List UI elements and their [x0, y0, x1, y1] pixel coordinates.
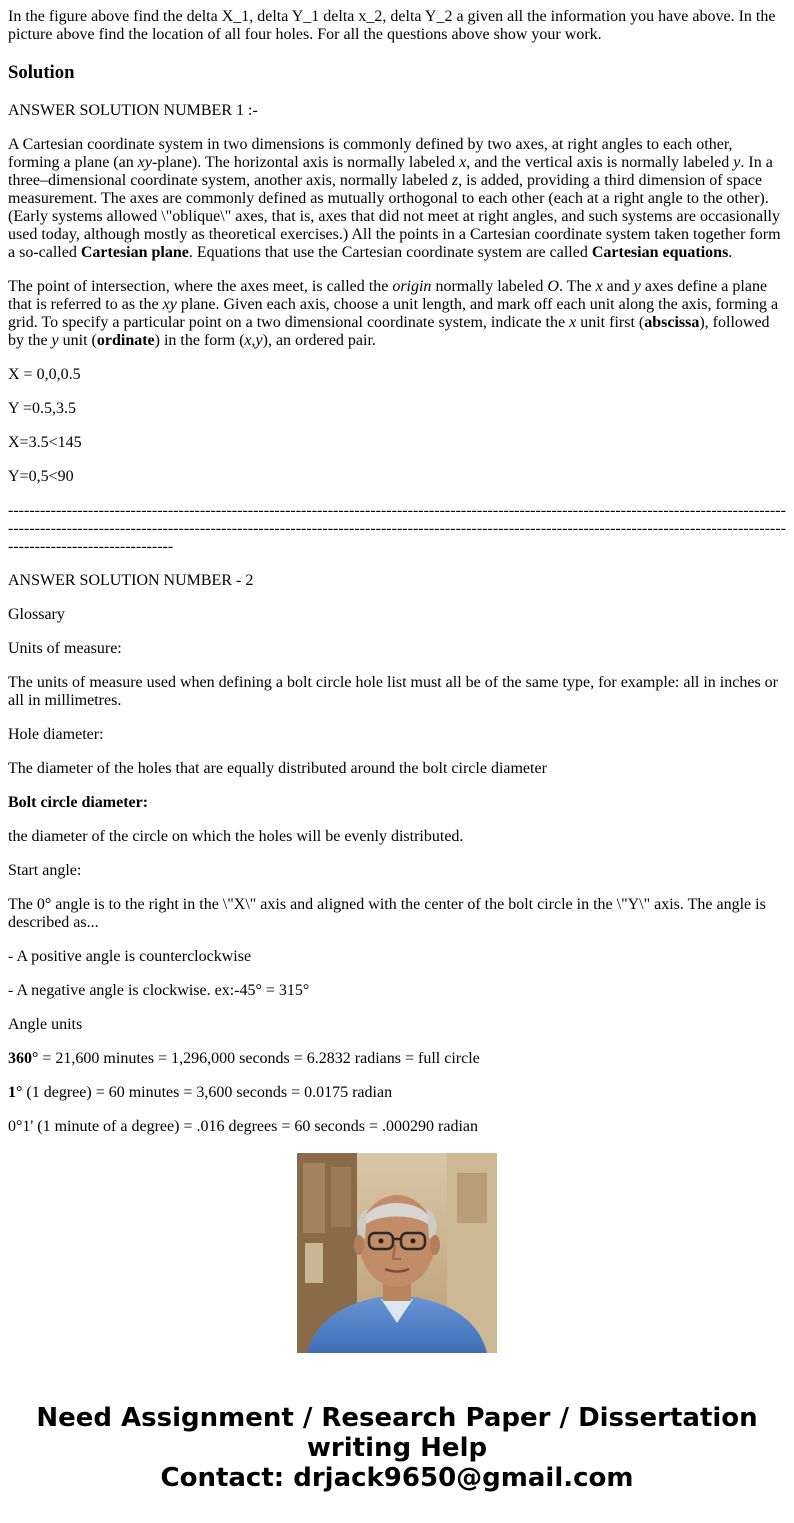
author-photo	[297, 1153, 497, 1353]
bolt-circle-label: Bolt circle diameter:	[8, 794, 149, 811]
full-circle-line: 360° = 21,600 minutes = 1,296,000 seconds = 6.2832 radians = full circle	[8, 1050, 480, 1067]
angle-units-label: Angle units	[8, 1016, 83, 1033]
promo-line-2: writing Help	[306, 1433, 488, 1463]
start-angle-label: Start angle:	[8, 862, 82, 879]
answer1-line: Y =0.5,3.5	[8, 400, 76, 417]
answer1-heading: ANSWER SOLUTION NUMBER 1 :-	[8, 102, 258, 119]
answer1-line: X=3.5<145	[8, 434, 82, 451]
answer1-line: Y=0,5<90	[8, 468, 74, 485]
one-minute-line: 0°1' (1 minute of a degree) = .016 degrees = 60 seconds = .000290 radian	[8, 1118, 478, 1135]
author-portrait-image	[297, 1153, 497, 1353]
answer1-line: X = 0,0,0.5	[8, 366, 81, 383]
question-text: In the figure above find the delta X_1, delta Y_1 delta x_2, delta Y_2 a given all the information you have above. In the picture above find the location of all four holes. For all the questions above show your work.	[8, 8, 776, 43]
units-label: Units of measure:	[8, 640, 122, 657]
promo-line-1: Need Assignment / Research Paper / Dissertation	[36, 1403, 758, 1433]
hole-diameter-text: The diameter of the holes that are equally distributed around the bolt circle diameter	[8, 760, 547, 777]
start-angle-text: The 0° angle is to the right in the \"X\" axis and aligned with the center of the bolt circle in the \"Y\" axis. The angle is described as...	[8, 896, 766, 931]
cartesian-paragraph-1: A Cartesian coordinate system in two dimensions is commonly defined by two axes, at right angles to each other, forming a plane (an xy-plane). The horizontal axis is normally labeled x, and the vertical axis is normally labeled y. In a three–dimensional coordinate system, another axis, normally labeled z, is added, providing a third dimension of space measurement. The axes are commonly defined as mutually orthogonal to each other (each at a right angle to the other). (Early systems allowed \"oblique\" axes, that is, axes that did not meet at right angles, and such systems are occasionally used today, although mostly as theoretical exercises.) All the points in a Cartesian coordinate system taken together form a so-called Cartesian plane. Equations that use the Cartesian coordinate system are called Cartesian equations.	[8, 136, 781, 261]
answer2-heading: ANSWER SOLUTION NUMBER - 2	[8, 572, 254, 589]
one-degree-line: 1° (1 degree) = 60 minutes = 3,600 seconds = 0.0175 radian	[8, 1084, 393, 1101]
dashed-divider: -----------------------------------------------------------------------------------------------------------------------------------------------------------------------------------------------------------------------------------------------------------------------------------------------------------------------------------	[8, 502, 786, 555]
assignment-help-banner	[0, 1403, 794, 1493]
units-text: The units of measure used when defining a bolt circle hole list must all be of the same type, for example: all in inches or all in millimetres.	[8, 674, 778, 709]
hole-diameter-label: Hole diameter:	[8, 726, 104, 743]
glossary-label: Glossary	[8, 606, 65, 623]
promo-contact-line: Contact: drjack9650@gmail.com	[160, 1463, 634, 1493]
positive-angle-note: - A positive angle is counterclockwise	[8, 948, 252, 965]
cartesian-paragraph-2: The point of intersection, where the axes meet, is called the origin normally labeled O. The x and y axes define a plane that is referred to as the xy plane. Given each axis, choose a unit length, and mark off each unit along the axis, forming a grid. To specify a particular point on a two dimensional coordinate system, indicate the x unit first (abscissa), followed by the y unit (ordinate) in the form (x,y), an ordered pair.	[8, 278, 779, 349]
negative-angle-note: - A negative angle is clockwise. ex:-45° = 315°	[8, 982, 310, 999]
solution-heading: Solution	[8, 62, 75, 83]
bolt-circle-text: the diameter of the circle on which the holes will be evenly distributed.	[8, 828, 464, 845]
document-content	[8, 8, 786, 1135]
